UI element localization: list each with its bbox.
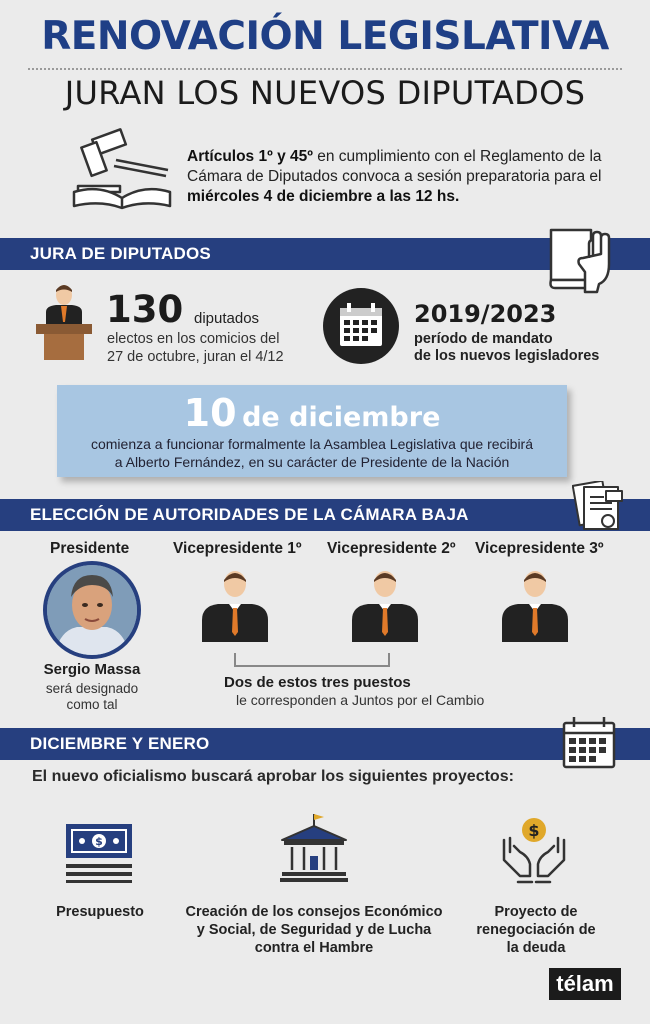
- deputies-count-word: diputados: [194, 310, 260, 327]
- project-2-line3: la deuda: [506, 940, 566, 956]
- deputies-desc-line1: electos en los comicios del: [107, 331, 280, 347]
- projects-intro: El nuevo oficialismo buscará aprobar los siguientes proyectos:: [32, 768, 514, 785]
- project-1-line3: contra el Hambre: [254, 940, 374, 956]
- documents-icon: [572, 481, 628, 533]
- intro-text: en cumplimiento con el Reglamento de la Cámara de Diputados convoca a sesión preparatoria para el: [187, 148, 602, 185]
- book-oath-icon: [545, 222, 615, 294]
- deputy-podium-icon: [34, 282, 94, 362]
- project-label-deuda: [466, 903, 606, 957]
- section-band-diciembre: [0, 728, 650, 760]
- vice-note: le corresponden a Juntos por el Cambio: [236, 692, 485, 708]
- section-title-jura: JURA DE DIPUTADOS: [30, 244, 211, 263]
- president-note-line1: será designado: [45, 681, 139, 696]
- project-label-presupuesto: [40, 903, 160, 921]
- highlight-description: [67, 435, 557, 471]
- highlight-desc-line1: comienza a funcionar formalmente la Asamblea Legislativa que recibirá: [90, 436, 533, 452]
- role-vicepresidente-1: Vicepresidente 1º: [173, 540, 302, 557]
- calendar-icon: [323, 288, 399, 364]
- vice-bracket: [234, 653, 390, 667]
- section-title-eleccion: ELECCIÓN DE AUTORIDADES DE LA CÁMARA BAJA: [30, 505, 469, 524]
- project-label-consejos: [176, 903, 452, 957]
- person-icon: [350, 566, 420, 646]
- money-icon: [64, 820, 134, 884]
- highlight-date-box: [57, 385, 567, 477]
- calendar-circle: [323, 288, 399, 364]
- mandate-desc-line1: período de mandato: [414, 331, 553, 347]
- person-icon: [500, 566, 570, 646]
- vice-note-bold: Dos de estos tres puestos: [224, 674, 411, 691]
- section-band-eleccion: [0, 499, 650, 531]
- highlight-month: de diciembre: [242, 402, 441, 433]
- mandate-desc-line2: de los nuevos legisladores: [414, 348, 600, 364]
- government-building-icon: [278, 812, 350, 884]
- project-2-line1: Proyecto de: [494, 904, 578, 920]
- svg-text:$: $: [528, 821, 540, 840]
- project-1-line1: Creación de los consejos Económico: [185, 904, 443, 920]
- project-0-line1: Presupuesto: [56, 904, 144, 920]
- gavel-icon: [72, 126, 172, 216]
- calendar-outline-icon: [560, 715, 618, 771]
- intro-articles: Artículos 1º y 45º: [187, 148, 313, 165]
- hands-coin-icon: [498, 816, 570, 884]
- intro-paragraph: [187, 147, 627, 207]
- role-presidente: Presidente: [50, 540, 130, 557]
- highlight-desc-line2: a Alberto Fernández, en su carácter de Presidente de la Nación: [114, 454, 510, 470]
- project-1-line2: y Social, de Seguridad y de Lucha: [196, 922, 432, 938]
- person-icon: [200, 566, 270, 646]
- deputies-desc-line2: 27 de octubre, juran el 4/12: [107, 349, 284, 365]
- sub-title: JURAN LOS NUEVOS DIPUTADOS: [64, 74, 586, 112]
- mandate-period: 2019/2023: [414, 300, 557, 328]
- president-portrait: [43, 561, 141, 659]
- president-note-line2: como tal: [66, 697, 118, 712]
- role-vicepresidente-2: Vicepresidente 2º: [327, 540, 456, 557]
- portrait-photo: [47, 565, 137, 655]
- role-vicepresidente-3: Vicepresidente 3º: [475, 540, 604, 557]
- title-divider: [28, 68, 622, 70]
- intro-date: miércoles 4 de diciembre a las 12 hs.: [187, 188, 460, 205]
- deputies-count: 130: [106, 288, 184, 331]
- project-2-line2: renegociación de: [476, 922, 596, 938]
- main-title: RENOVACIÓN LEGISLATIVA: [41, 14, 609, 59]
- section-title-diciembre: DICIEMBRE Y ENERO: [30, 734, 210, 753]
- president-name: Sergio Massa: [43, 661, 141, 678]
- highlight-date: [57, 391, 567, 435]
- telam-logo: télam: [549, 968, 621, 1000]
- highlight-day: 10: [183, 391, 237, 435]
- svg-text:$: $: [95, 835, 103, 848]
